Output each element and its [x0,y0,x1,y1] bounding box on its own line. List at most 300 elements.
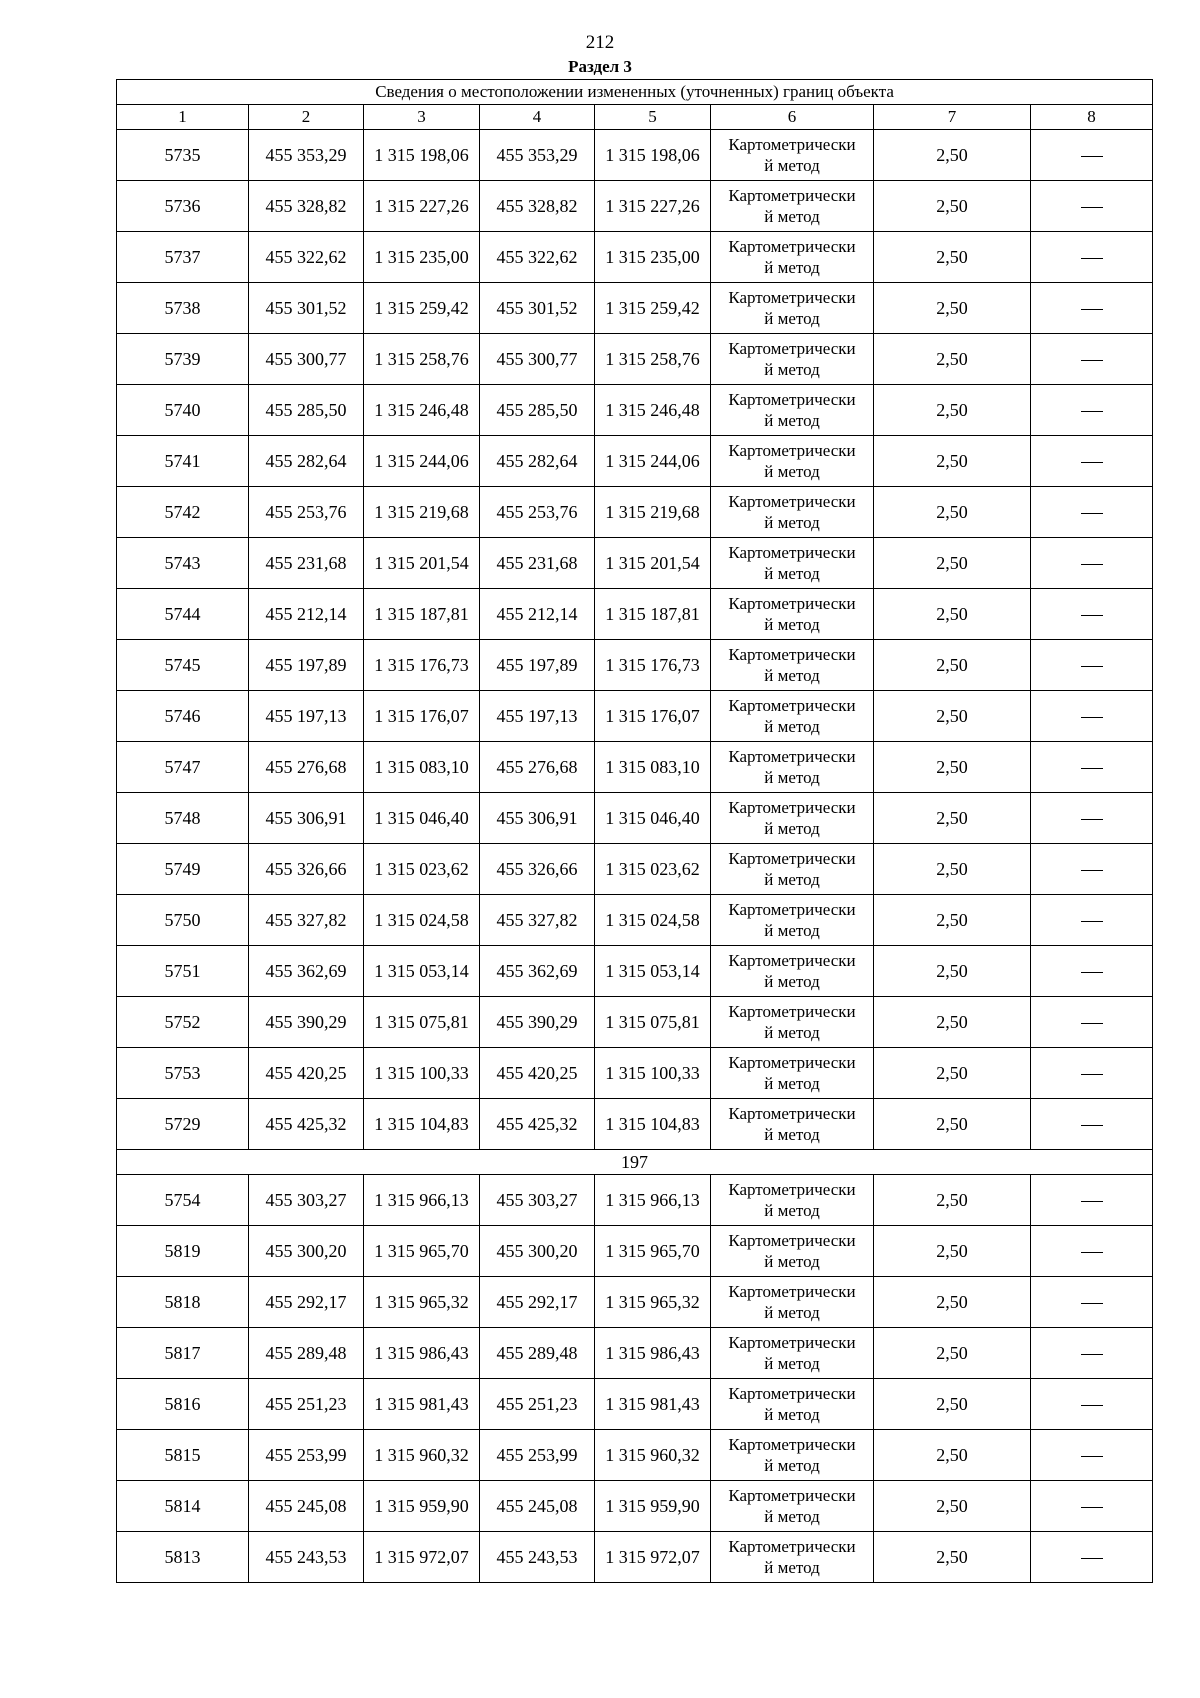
y-new-cell: 1 315 227,26 [595,181,711,232]
x-new-cell: 455 301,52 [480,283,595,334]
y-old-cell: 1 315 100,33 [364,1048,480,1099]
y-new-cell: 1 315 965,32 [595,1277,711,1328]
table-row [117,130,1153,181]
method-text-line1: Картометрически [728,339,856,358]
method-text-line2: й метод [764,1354,820,1373]
column-number: 5 [595,105,711,130]
method-cell [711,436,874,487]
method-text-line1: Картометрически [728,390,856,409]
accuracy-cell: 2,50 [874,130,1031,181]
method-text-line2: й метод [764,411,820,430]
point-number-cell: 5750 [117,895,249,946]
x-old-cell: 455 326,66 [249,844,364,895]
dash-mark [1081,411,1103,412]
x-new-cell: 455 276,68 [480,742,595,793]
y-old-cell: 1 315 960,32 [364,1430,480,1481]
table-row [117,1277,1153,1328]
point-number-cell: 5740 [117,385,249,436]
method-cell [711,487,874,538]
y-new-cell: 1 315 959,90 [595,1481,711,1532]
accuracy-cell: 2,50 [874,589,1031,640]
column-number: 7 [874,105,1031,130]
x-old-cell: 455 253,99 [249,1430,364,1481]
method-text-line1: Картометрически [728,288,856,307]
method-text-line2: й метод [764,717,820,736]
x-new-cell: 455 420,25 [480,1048,595,1099]
point-number-cell: 5738 [117,283,249,334]
x-old-cell: 455 306,91 [249,793,364,844]
accuracy-cell: 2,50 [874,334,1031,385]
column-number: 4 [480,105,595,130]
point-number-cell: 5813 [117,1532,249,1583]
dash-mark [1081,207,1103,208]
x-old-cell: 455 362,69 [249,946,364,997]
empty-marker-cell [1031,1277,1153,1328]
y-new-cell: 1 315 972,07 [595,1532,711,1583]
x-old-cell: 455 420,25 [249,1048,364,1099]
y-new-cell: 1 315 100,33 [595,1048,711,1099]
y-new-cell: 1 315 104,83 [595,1099,711,1150]
method-text-line2: й метод [764,462,820,481]
x-new-cell: 455 197,89 [480,640,595,691]
accuracy-cell: 2,50 [874,283,1031,334]
method-cell [711,181,874,232]
accuracy-cell: 2,50 [874,742,1031,793]
method-text-line1: Картометрически [728,747,856,766]
x-old-cell: 455 197,13 [249,691,364,742]
method-cell [711,1328,874,1379]
method-cell [711,946,874,997]
y-new-cell: 1 315 176,73 [595,640,711,691]
y-new-cell: 1 315 244,06 [595,436,711,487]
point-number-cell: 5753 [117,1048,249,1099]
dash-mark [1081,1405,1103,1406]
x-old-cell: 455 245,08 [249,1481,364,1532]
point-number-cell: 5814 [117,1481,249,1532]
x-new-cell: 455 282,64 [480,436,595,487]
table-row [117,1328,1153,1379]
y-old-cell: 1 315 083,10 [364,742,480,793]
method-cell [711,793,874,844]
empty-marker-cell [1031,1430,1153,1481]
method-cell [711,1048,874,1099]
table-row [117,997,1153,1048]
point-number-cell: 5729 [117,1099,249,1150]
method-text-line2: й метод [764,972,820,991]
point-number-cell: 5745 [117,640,249,691]
y-old-cell: 1 315 046,40 [364,793,480,844]
method-text-line1: Картометрически [728,645,856,664]
table-row [117,487,1153,538]
group-label: 197 [117,1150,1153,1175]
table-row [117,385,1153,436]
dash-mark [1081,156,1103,157]
accuracy-cell: 2,50 [874,181,1031,232]
y-old-cell: 1 315 187,81 [364,589,480,640]
empty-marker-cell [1031,1226,1153,1277]
method-text-line2: й метод [764,360,820,379]
x-new-cell: 455 300,77 [480,334,595,385]
method-text-line2: й метод [764,258,820,277]
method-text-line1: Картометрически [728,1384,856,1403]
column-number: 2 [249,105,364,130]
empty-marker-cell [1031,1175,1153,1226]
accuracy-cell: 2,50 [874,1099,1031,1150]
x-old-cell: 455 212,14 [249,589,364,640]
table-row [117,793,1153,844]
empty-marker-cell [1031,538,1153,589]
x-old-cell: 455 328,82 [249,181,364,232]
dash-mark [1081,972,1103,973]
method-text-line2: й метод [764,1074,820,1093]
x-new-cell: 455 390,29 [480,997,595,1048]
method-cell [711,1532,874,1583]
y-new-cell: 1 315 046,40 [595,793,711,844]
point-number-cell: 5737 [117,232,249,283]
accuracy-cell: 2,50 [874,640,1031,691]
table-row [117,589,1153,640]
empty-marker-cell [1031,997,1153,1048]
x-old-cell: 455 285,50 [249,385,364,436]
x-old-cell: 455 243,53 [249,1532,364,1583]
table-row [117,1379,1153,1430]
point-number-cell: 5746 [117,691,249,742]
table-row [117,691,1153,742]
y-new-cell: 1 315 235,00 [595,232,711,283]
method-text-line2: й метод [764,1303,820,1322]
y-old-cell: 1 315 972,07 [364,1532,480,1583]
accuracy-cell: 2,50 [874,997,1031,1048]
dash-mark [1081,360,1103,361]
y-new-cell: 1 315 259,42 [595,283,711,334]
y-old-cell: 1 315 023,62 [364,844,480,895]
group-separator-row [117,1150,1153,1175]
method-cell [711,385,874,436]
empty-marker-cell [1031,895,1153,946]
x-new-cell: 455 300,20 [480,1226,595,1277]
method-text-line2: й метод [764,1405,820,1424]
accuracy-cell: 2,50 [874,1430,1031,1481]
empty-marker-cell [1031,1099,1153,1150]
method-cell [711,589,874,640]
y-old-cell: 1 315 235,00 [364,232,480,283]
y-old-cell: 1 315 024,58 [364,895,480,946]
x-old-cell: 455 301,52 [249,283,364,334]
y-old-cell: 1 315 966,13 [364,1175,480,1226]
method-text-line2: й метод [764,666,820,685]
method-text-line1: Картометрически [728,1333,856,1352]
x-new-cell: 455 285,50 [480,385,595,436]
empty-marker-cell [1031,130,1153,181]
y-new-cell: 1 315 198,06 [595,130,711,181]
accuracy-cell: 2,50 [874,946,1031,997]
method-text-line2: й метод [764,1507,820,1526]
method-text-line2: й метод [764,1201,820,1220]
accuracy-cell: 2,50 [874,1328,1031,1379]
method-cell [711,1277,874,1328]
method-text-line1: Картометрически [728,1486,856,1505]
method-text-line1: Картометрически [728,186,856,205]
x-new-cell: 455 306,91 [480,793,595,844]
table-row [117,1048,1153,1099]
dash-mark [1081,1558,1103,1559]
method-text-line2: й метод [764,564,820,583]
y-new-cell: 1 315 075,81 [595,997,711,1048]
table-row [117,1099,1153,1150]
method-text-line1: Картометрически [728,543,856,562]
method-text-line2: й метод [764,870,820,889]
method-text-line1: Картометрически [728,849,856,868]
method-cell [711,1099,874,1150]
point-number-cell: 5754 [117,1175,249,1226]
method-text-line1: Картометрически [728,492,856,511]
column-number: 1 [117,105,249,130]
empty-marker-cell [1031,232,1153,283]
method-text-line2: й метод [764,309,820,328]
empty-marker-cell [1031,436,1153,487]
dash-mark [1081,1303,1103,1304]
method-cell [711,640,874,691]
empty-marker-cell [1031,946,1153,997]
y-new-cell: 1 315 024,58 [595,895,711,946]
y-new-cell: 1 315 083,10 [595,742,711,793]
method-text-line1: Картометрически [728,1231,856,1250]
y-old-cell: 1 315 176,07 [364,691,480,742]
empty-marker-cell [1031,742,1153,793]
y-old-cell: 1 315 986,43 [364,1328,480,1379]
table-row [117,1430,1153,1481]
accuracy-cell: 2,50 [874,436,1031,487]
accuracy-cell: 2,50 [874,691,1031,742]
empty-marker-cell [1031,1481,1153,1532]
table-row [117,895,1153,946]
method-text-line1: Картометрически [728,1537,856,1556]
y-new-cell: 1 315 981,43 [595,1379,711,1430]
accuracy-cell: 2,50 [874,1481,1031,1532]
point-number-cell: 5818 [117,1277,249,1328]
dash-mark [1081,1074,1103,1075]
y-new-cell: 1 315 053,14 [595,946,711,997]
x-old-cell: 455 425,32 [249,1099,364,1150]
dash-mark [1081,513,1103,514]
method-text-line1: Картометрически [728,798,856,817]
dash-mark [1081,1456,1103,1457]
y-old-cell: 1 315 176,73 [364,640,480,691]
accuracy-cell: 2,50 [874,895,1031,946]
dash-mark [1081,1507,1103,1508]
x-new-cell: 455 251,23 [480,1379,595,1430]
x-old-cell: 455 289,48 [249,1328,364,1379]
point-number-cell: 5816 [117,1379,249,1430]
x-old-cell: 455 327,82 [249,895,364,946]
x-old-cell: 455 197,89 [249,640,364,691]
method-cell [711,130,874,181]
method-text-line1: Картометрически [728,594,856,613]
empty-marker-cell [1031,1532,1153,1583]
x-new-cell: 455 362,69 [480,946,595,997]
section-title: Раздел 3 [568,57,632,76]
method-cell [711,997,874,1048]
y-old-cell: 1 315 965,70 [364,1226,480,1277]
dash-mark [1081,819,1103,820]
point-number-cell: 5751 [117,946,249,997]
dash-mark [1081,309,1103,310]
method-text-line2: й метод [764,1125,820,1144]
accuracy-cell: 2,50 [874,1532,1031,1583]
x-new-cell: 455 303,27 [480,1175,595,1226]
point-number-cell: 5817 [117,1328,249,1379]
column-number: 6 [711,105,874,130]
y-new-cell: 1 315 023,62 [595,844,711,895]
y-old-cell: 1 315 219,68 [364,487,480,538]
dash-mark [1081,258,1103,259]
y-old-cell: 1 315 227,26 [364,181,480,232]
point-number-cell: 5736 [117,181,249,232]
point-number-cell: 5752 [117,997,249,1048]
empty-marker-cell [1031,1379,1153,1430]
dash-mark [1081,462,1103,463]
x-new-cell: 455 322,62 [480,232,595,283]
x-new-cell: 455 425,32 [480,1099,595,1150]
y-old-cell: 1 315 198,06 [364,130,480,181]
method-text-line2: й метод [764,1023,820,1042]
empty-marker-cell [1031,1328,1153,1379]
accuracy-cell: 2,50 [874,1226,1031,1277]
method-text-line1: Картометрически [728,237,856,256]
y-old-cell: 1 315 959,90 [364,1481,480,1532]
x-old-cell: 455 253,76 [249,487,364,538]
page-number: 212 [585,32,615,53]
method-text-line2: й метод [764,819,820,838]
dash-mark [1081,1252,1103,1253]
accuracy-cell: 2,50 [874,385,1031,436]
method-cell [711,334,874,385]
accuracy-cell: 2,50 [874,1175,1031,1226]
point-number-cell: 5735 [117,130,249,181]
x-new-cell: 455 328,82 [480,181,595,232]
x-old-cell: 455 292,17 [249,1277,364,1328]
method-cell [711,538,874,589]
empty-marker-cell [1031,844,1153,895]
point-number-cell: 5819 [117,1226,249,1277]
dash-mark [1081,1354,1103,1355]
empty-marker-cell [1031,589,1153,640]
empty-marker-cell [1031,640,1153,691]
empty-marker-cell [1031,385,1153,436]
point-number-cell: 5749 [117,844,249,895]
accuracy-cell: 2,50 [874,538,1031,589]
x-old-cell: 455 390,29 [249,997,364,1048]
table-row [117,1175,1153,1226]
point-number-cell: 5743 [117,538,249,589]
method-text-line1: Картометрически [728,135,856,154]
y-old-cell: 1 315 104,83 [364,1099,480,1150]
table-row [117,640,1153,691]
method-text-line1: Картометрически [728,441,856,460]
y-new-cell: 1 315 201,54 [595,538,711,589]
method-text-line1: Картометрически [728,1180,856,1199]
method-text-line2: й метод [764,207,820,226]
x-old-cell: 455 300,20 [249,1226,364,1277]
x-old-cell: 455 303,27 [249,1175,364,1226]
x-old-cell: 455 231,68 [249,538,364,589]
empty-marker-cell [1031,181,1153,232]
y-old-cell: 1 315 244,06 [364,436,480,487]
method-cell [711,1379,874,1430]
method-text-line1: Картометрически [728,696,856,715]
table-row [117,436,1153,487]
dash-mark [1081,717,1103,718]
y-new-cell: 1 315 176,07 [595,691,711,742]
x-new-cell: 455 243,53 [480,1532,595,1583]
method-text-line1: Картометрически [728,1053,856,1072]
x-new-cell: 455 292,17 [480,1277,595,1328]
dash-mark [1081,870,1103,871]
method-cell [711,1481,874,1532]
accuracy-cell: 2,50 [874,232,1031,283]
method-text-line2: й метод [764,768,820,787]
empty-marker-cell [1031,283,1153,334]
y-new-cell: 1 315 258,76 [595,334,711,385]
accuracy-cell: 2,50 [874,793,1031,844]
method-text-line1: Картометрически [728,900,856,919]
x-new-cell: 455 289,48 [480,1328,595,1379]
method-cell [711,742,874,793]
method-text-line1: Картометрически [728,1104,856,1123]
y-old-cell: 1 315 075,81 [364,997,480,1048]
method-text-line2: й метод [764,156,820,175]
x-old-cell: 455 300,77 [249,334,364,385]
y-old-cell: 1 315 965,32 [364,1277,480,1328]
point-number-cell: 5741 [117,436,249,487]
dash-mark [1081,1023,1103,1024]
point-number-cell: 5739 [117,334,249,385]
dash-mark [1081,615,1103,616]
method-text-line2: й метод [764,921,820,940]
x-new-cell: 455 353,29 [480,130,595,181]
x-old-cell: 455 322,62 [249,232,364,283]
method-text-line1: Картометрически [728,1002,856,1021]
method-cell [711,283,874,334]
method-cell [711,232,874,283]
accuracy-cell: 2,50 [874,844,1031,895]
method-cell [711,1430,874,1481]
x-new-cell: 455 231,68 [480,538,595,589]
x-old-cell: 455 276,68 [249,742,364,793]
point-number-cell: 5744 [117,589,249,640]
accuracy-cell: 2,50 [874,1379,1031,1430]
column-number: 3 [364,105,480,130]
x-new-cell: 455 245,08 [480,1481,595,1532]
method-cell [711,691,874,742]
boundary-coordinates-table [116,79,1153,1583]
y-old-cell: 1 315 246,48 [364,385,480,436]
empty-marker-cell [1031,487,1153,538]
method-text-line2: й метод [764,1558,820,1577]
x-new-cell: 455 253,76 [480,487,595,538]
y-new-cell: 1 315 219,68 [595,487,711,538]
accuracy-cell: 2,50 [874,1048,1031,1099]
dash-mark [1081,1125,1103,1126]
y-new-cell: 1 315 966,13 [595,1175,711,1226]
table-row [117,538,1153,589]
point-number-cell: 5815 [117,1430,249,1481]
method-cell [711,1226,874,1277]
table-row [117,1481,1153,1532]
dash-mark [1081,768,1103,769]
dash-mark [1081,666,1103,667]
empty-marker-cell [1031,691,1153,742]
